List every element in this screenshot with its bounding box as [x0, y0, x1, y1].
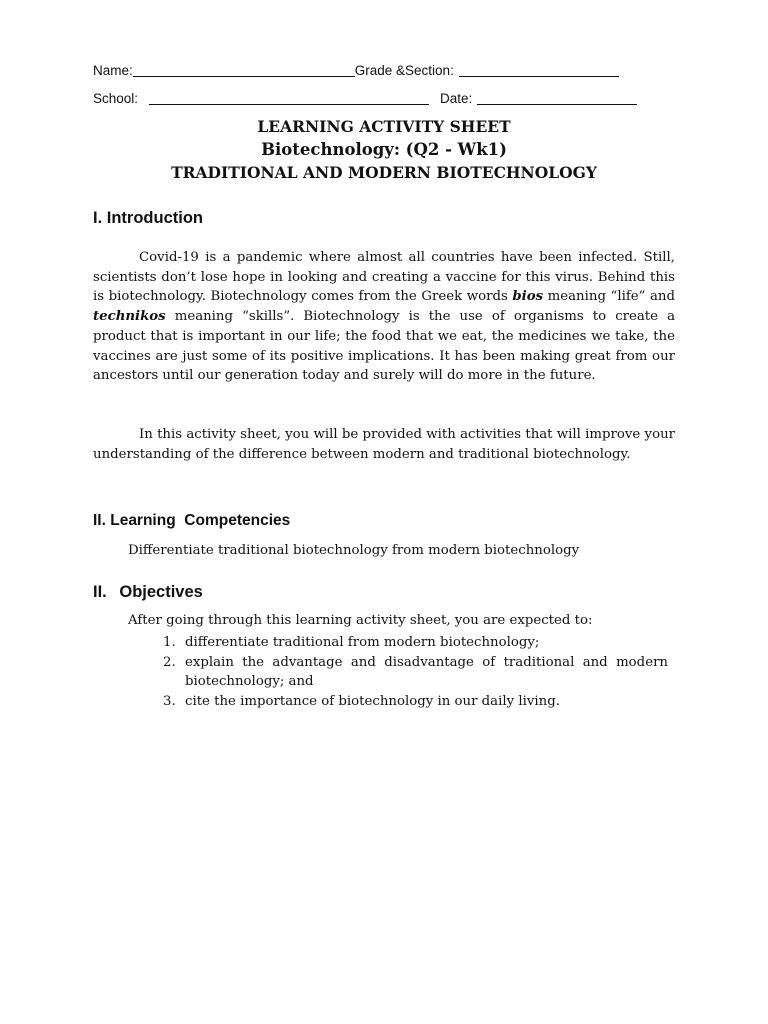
competencies-heading: II. Learning Competencies — [93, 512, 291, 529]
intro-text-part-3: meaning “skills”. Biotechnology is the use of organisms to create a product that is important in our life; the food that we eat, the medicines we take, the vaccines are just some of its positive implications. It has been making great from our ancestors until our generation today and surely will do more in the future. — [93, 309, 675, 384]
objective-number: 3. — [163, 694, 176, 710]
term-bios: bios — [512, 289, 544, 305]
school-label: School: — [93, 91, 139, 106]
date-label: Date: — [440, 91, 473, 106]
objective-text: explain the advantage and disadvantage of traditional and modern biotechnology; and — [185, 654, 668, 690]
objectives-heading-label: Objectives — [119, 583, 203, 601]
objectives-list — [160, 633, 668, 712]
competency-text: Differentiate traditional biotechnology from modern biotechnology — [128, 543, 580, 558]
objective-item — [160, 692, 668, 712]
objective-item — [160, 653, 668, 692]
subject-title: Biotechnology: (Q2 - Wk1) — [261, 140, 507, 159]
objectives-heading — [93, 583, 203, 602]
objectives-heading-number: II. — [93, 583, 107, 601]
date-field[interactable] — [477, 90, 637, 105]
term-technikos: technikos — [93, 309, 166, 325]
objective-item — [160, 633, 668, 653]
name-field[interactable] — [133, 62, 355, 77]
header-row-name-grade — [93, 62, 619, 78]
introduction-heading: I. Introduction — [93, 209, 203, 227]
introduction-paragraph-1 — [93, 248, 675, 386]
grade-section-field[interactable] — [459, 62, 619, 77]
sheet-title: LEARNING ACTIVITY SHEET — [257, 117, 511, 136]
topic-title: TRADITIONAL AND MODERN BIOTECHNOLOGY — [171, 163, 597, 182]
title-block — [0, 117, 768, 183]
objective-text: cite the importance of biotechnology in our daily living. — [185, 694, 560, 710]
grade-section-label: Grade &Section: — [354, 63, 454, 78]
objective-number: 2. — [163, 654, 176, 670]
objectives-intro: After going through this learning activity sheet, you are expected to: — [128, 613, 593, 628]
name-label: Name: — [93, 63, 133, 78]
intro-text-part-2: meaning “life” and — [543, 289, 675, 305]
header-row-school-date — [93, 90, 637, 106]
objective-number: 1. — [163, 635, 176, 650]
introduction-paragraph-2: In this activity sheet, you will be provided with activities that will improve your understanding of the difference between modern and traditional biotechnology. — [93, 427, 675, 462]
intro-text-part-1: Covid-19 is a pandemic where almost all countries have been infected. Still, scientists don’t lose hope in looking and creating a vaccine for this virus. Behind this is biotechnology. Biotechnology comes from the Greek words — [93, 250, 675, 305]
objective-text: differentiate traditional from modern biotechnology; — [185, 635, 540, 650]
school-field[interactable] — [149, 90, 429, 105]
